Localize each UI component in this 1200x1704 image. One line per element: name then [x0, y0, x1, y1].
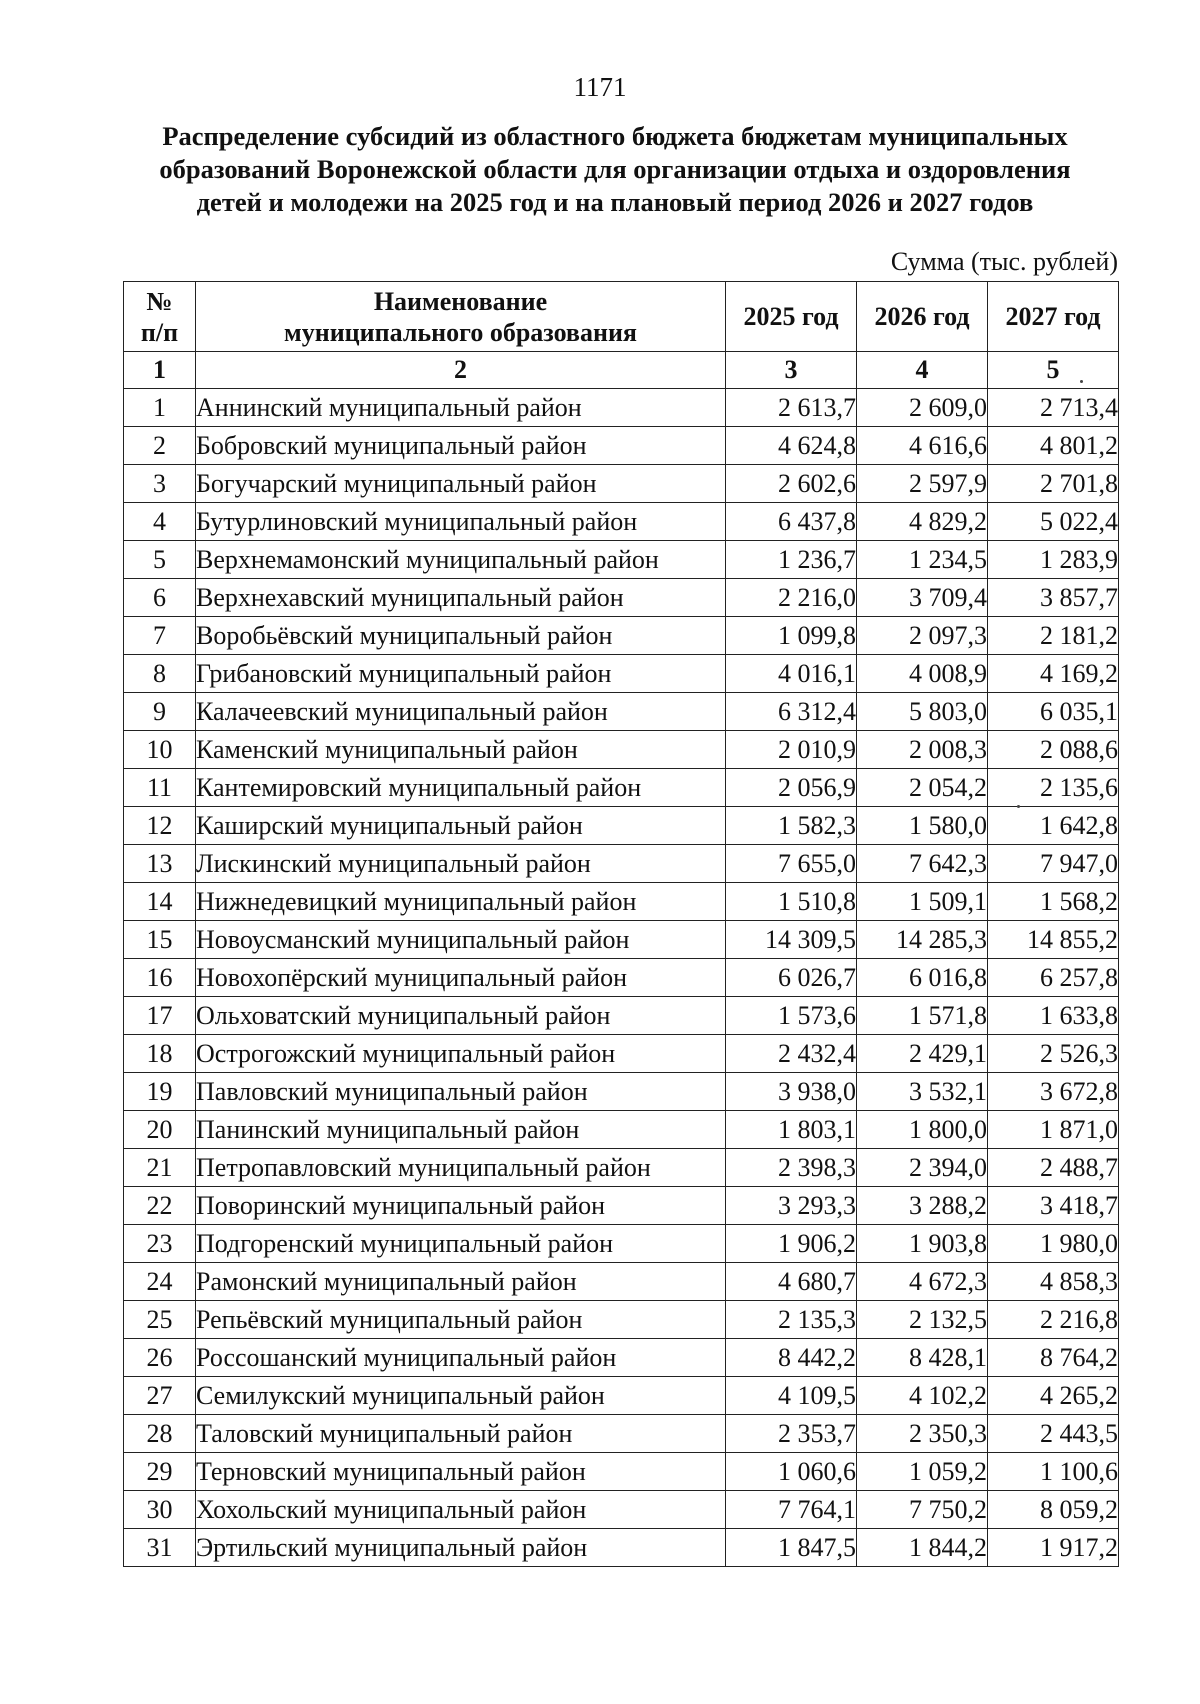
row-number-cell: 13: [124, 845, 196, 883]
amount-2025-cell: 1 906,2: [726, 1225, 857, 1263]
amount-2025-cell: 1 236,7: [726, 541, 857, 579]
municipality-name-cell: Хохольский муниципальный район: [196, 1491, 726, 1529]
header-2027: 2027 год: [988, 282, 1119, 352]
amount-2025-cell: 2 216,0: [726, 579, 857, 617]
scan-speck: [1017, 805, 1020, 808]
row-number-cell: 21: [124, 1149, 196, 1187]
row-number-cell: 28: [124, 1415, 196, 1453]
amount-2025-cell: 3 293,3: [726, 1187, 857, 1225]
municipality-name-cell: Грибановский муниципальный район: [196, 655, 726, 693]
document-title: [120, 120, 1110, 219]
amount-2026-cell: 2 350,3: [857, 1415, 988, 1453]
row-number-cell: 15: [124, 921, 196, 959]
municipality-name-cell: Нижнедевицкий муниципальный район: [196, 883, 726, 921]
amount-2025-cell: 7 655,0: [726, 845, 857, 883]
row-number-cell: 24: [124, 1263, 196, 1301]
header-name: [196, 282, 726, 352]
amount-2027-cell: 8 059,2: [988, 1491, 1119, 1529]
page-number: 1171: [573, 72, 627, 102]
table-row: [124, 959, 1119, 997]
table-row: [124, 845, 1119, 883]
column-index-row: [124, 352, 1119, 389]
row-number-cell: 16: [124, 959, 196, 997]
municipality-name-cell: Каширский муниципальный район: [196, 807, 726, 845]
row-number-cell: 25: [124, 1301, 196, 1339]
table-row: [124, 1073, 1119, 1111]
row-number-cell: 17: [124, 997, 196, 1035]
amount-2026-cell: 4 008,9: [857, 655, 988, 693]
amount-2025-cell: 8 442,2: [726, 1339, 857, 1377]
row-number-cell: 10: [124, 731, 196, 769]
header-2025: 2025 год: [726, 282, 857, 352]
row-number-cell: 22: [124, 1187, 196, 1225]
table-row: [124, 1415, 1119, 1453]
amount-2027-cell: 2 181,2: [988, 617, 1119, 655]
amount-2025-cell: 6 312,4: [726, 693, 857, 731]
amount-2025-cell: 2 602,6: [726, 465, 857, 503]
municipality-name-cell: Каменский муниципальный район: [196, 731, 726, 769]
amount-2026-cell: 4 102,2: [857, 1377, 988, 1415]
amount-2026-cell: 2 132,5: [857, 1301, 988, 1339]
municipality-name-cell: Новохопёрский муниципальный район: [196, 959, 726, 997]
amount-2026-cell: 1 234,5: [857, 541, 988, 579]
municipality-name-cell: Павловский муниципальный район: [196, 1073, 726, 1111]
amount-2027-cell: 1 568,2: [988, 883, 1119, 921]
amount-2027-cell: 2 526,3: [988, 1035, 1119, 1073]
amount-2027-cell: 2 701,8: [988, 465, 1119, 503]
row-number-cell: 2: [124, 427, 196, 465]
table-row: [124, 1225, 1119, 1263]
municipality-name-cell: Калачеевский муниципальный район: [196, 693, 726, 731]
amount-2026-cell: 2 097,3: [857, 617, 988, 655]
table-row: [124, 1263, 1119, 1301]
amount-2026-cell: 1 509,1: [857, 883, 988, 921]
amount-2026-cell: 2 429,1: [857, 1035, 988, 1073]
title-line-3: детей и молодежи на 2025 год и на плановый период 2026 и 2027 годов: [196, 187, 1034, 217]
row-number-cell: 19: [124, 1073, 196, 1111]
column-index: 3: [726, 352, 857, 389]
amount-2025-cell: 2 056,9: [726, 769, 857, 807]
municipality-name-cell: Верхнехавский муниципальный район: [196, 579, 726, 617]
municipality-name-cell: Терновский муниципальный район: [196, 1453, 726, 1491]
municipality-name-cell: Верхнемамонский муниципальный район: [196, 541, 726, 579]
row-number-cell: 1: [124, 389, 196, 427]
amount-2027-cell: 14 855,2: [988, 921, 1119, 959]
amount-2027-cell: 4 858,3: [988, 1263, 1119, 1301]
amount-2027-cell: 8 764,2: [988, 1339, 1119, 1377]
municipality-name-cell: Россошанский муниципальный район: [196, 1339, 726, 1377]
amount-2025-cell: 3 938,0: [726, 1073, 857, 1111]
amount-2027-cell: 3 672,8: [988, 1073, 1119, 1111]
amount-2027-cell: 1 100,6: [988, 1453, 1119, 1491]
subsidy-table: [123, 281, 1119, 1567]
municipality-name-cell: Подгоренский муниципальный район: [196, 1225, 726, 1263]
amount-2027-cell: 4 265,2: [988, 1377, 1119, 1415]
table-row: [124, 465, 1119, 503]
amount-2027-cell: 2 443,5: [988, 1415, 1119, 1453]
amount-2027-cell: 2 216,8: [988, 1301, 1119, 1339]
row-number-cell: 3: [124, 465, 196, 503]
municipality-name-cell: Богучарский муниципальный район: [196, 465, 726, 503]
row-number-cell: 4: [124, 503, 196, 541]
amount-2026-cell: 1 571,8: [857, 997, 988, 1035]
header-row: [124, 282, 1119, 352]
amount-2027-cell: 1 917,2: [988, 1529, 1119, 1567]
table-row: [124, 883, 1119, 921]
amount-2027-cell: 1 633,8: [988, 997, 1119, 1035]
amount-2026-cell: 3 709,4: [857, 579, 988, 617]
municipality-name-cell: Петропавловский муниципальный район: [196, 1149, 726, 1187]
municipality-name-cell: Воробьёвский муниципальный район: [196, 617, 726, 655]
table-row: [124, 1301, 1119, 1339]
amount-2027-cell: 2 135,6: [988, 769, 1119, 807]
table-row: [124, 997, 1119, 1035]
amount-2025-cell: 4 624,8: [726, 427, 857, 465]
header-number-line2: п/п: [140, 317, 179, 347]
amount-2027-cell: 4 801,2: [988, 427, 1119, 465]
municipality-name-cell: Поворинский муниципальный район: [196, 1187, 726, 1225]
scan-speck: [1080, 380, 1083, 383]
amount-2025-cell: 2 010,9: [726, 731, 857, 769]
table-row: [124, 769, 1119, 807]
row-number-cell: 14: [124, 883, 196, 921]
amount-2025-cell: 4 680,7: [726, 1263, 857, 1301]
table-row: [124, 693, 1119, 731]
amount-2025-cell: 1 060,6: [726, 1453, 857, 1491]
row-number-cell: 11: [124, 769, 196, 807]
amount-2025-cell: 7 764,1: [726, 1491, 857, 1529]
municipality-name-cell: Семилукский муниципальный район: [196, 1377, 726, 1415]
amount-2025-cell: 2 398,3: [726, 1149, 857, 1187]
row-number-cell: 20: [124, 1111, 196, 1149]
municipality-name-cell: Бобровский муниципальный район: [196, 427, 726, 465]
amount-2025-cell: 1 582,3: [726, 807, 857, 845]
amount-2026-cell: 5 803,0: [857, 693, 988, 731]
row-number-cell: 7: [124, 617, 196, 655]
amount-2026-cell: 1 059,2: [857, 1453, 988, 1491]
row-number-cell: 8: [124, 655, 196, 693]
table-row: [124, 1377, 1119, 1415]
amount-2026-cell: 1 903,8: [857, 1225, 988, 1263]
amount-2027-cell: 4 169,2: [988, 655, 1119, 693]
amount-2027-cell: 2 713,4: [988, 389, 1119, 427]
table-row: [124, 1339, 1119, 1377]
row-number-cell: 29: [124, 1453, 196, 1491]
table-row: [124, 921, 1119, 959]
amount-2025-cell: 1 803,1: [726, 1111, 857, 1149]
municipality-name-cell: Аннинский муниципальный район: [196, 389, 726, 427]
amount-2027-cell: 1 642,8: [988, 807, 1119, 845]
amount-2027-cell: 1 871,0: [988, 1111, 1119, 1149]
amount-2026-cell: 7 642,3: [857, 845, 988, 883]
amount-2027-cell: 2 488,7: [988, 1149, 1119, 1187]
table-row: [124, 655, 1119, 693]
amount-2026-cell: 14 285,3: [857, 921, 988, 959]
table-row: [124, 389, 1119, 427]
amount-2026-cell: 1 844,2: [857, 1529, 988, 1567]
amount-2027-cell: 3 857,7: [988, 579, 1119, 617]
municipality-name-cell: Ольховатский муниципальный район: [196, 997, 726, 1035]
table-row: [124, 541, 1119, 579]
amount-2025-cell: 6 437,8: [726, 503, 857, 541]
column-index: 4: [857, 352, 988, 389]
table-row: [124, 427, 1119, 465]
table-row: [124, 1187, 1119, 1225]
municipality-name-cell: Панинский муниципальный район: [196, 1111, 726, 1149]
row-number-cell: 30: [124, 1491, 196, 1529]
amount-2025-cell: 2 135,3: [726, 1301, 857, 1339]
units-caption: Сумма (тыс. рублей): [890, 247, 1118, 276]
table-row: [124, 731, 1119, 769]
amount-2026-cell: 3 532,1: [857, 1073, 988, 1111]
table-row: [124, 1491, 1119, 1529]
amount-2025-cell: 1 099,8: [726, 617, 857, 655]
municipality-name-cell: Таловский муниципальный район: [196, 1415, 726, 1453]
title-line-2: образований Воронежской области для организации отдыха и оздоровления: [159, 154, 1071, 184]
amount-2026-cell: 4 829,2: [857, 503, 988, 541]
amount-2027-cell: 2 088,6: [988, 731, 1119, 769]
amount-2025-cell: 14 309,5: [726, 921, 857, 959]
amount-2025-cell: 2 613,7: [726, 389, 857, 427]
amount-2025-cell: 2 353,7: [726, 1415, 857, 1453]
amount-2027-cell: 3 418,7: [988, 1187, 1119, 1225]
row-number-cell: 12: [124, 807, 196, 845]
table-row: [124, 807, 1119, 845]
table-row: [124, 579, 1119, 617]
amount-2026-cell: 1 800,0: [857, 1111, 988, 1149]
amount-2026-cell: 1 580,0: [857, 807, 988, 845]
amount-2025-cell: 2 432,4: [726, 1035, 857, 1073]
column-index: 2: [196, 352, 726, 389]
municipality-name-cell: Рамонский муниципальный район: [196, 1263, 726, 1301]
amount-2025-cell: 1 847,5: [726, 1529, 857, 1567]
amount-2027-cell: 5 022,4: [988, 503, 1119, 541]
amount-2025-cell: 4 109,5: [726, 1377, 857, 1415]
row-number-cell: 23: [124, 1225, 196, 1263]
row-number-cell: 18: [124, 1035, 196, 1073]
header-2026: 2026 год: [857, 282, 988, 352]
amount-2027-cell: 6 035,1: [988, 693, 1119, 731]
municipality-name-cell: Бутурлиновский муниципальный район: [196, 503, 726, 541]
title-line-1: Распределение субсидий из областного бюджета бюджетам муниципальных: [162, 121, 1068, 151]
row-number-cell: 6: [124, 579, 196, 617]
table-row: [124, 1149, 1119, 1187]
amount-2026-cell: 2 008,3: [857, 731, 988, 769]
municipality-name-cell: Новоусманский муниципальный район: [196, 921, 726, 959]
row-number-cell: 5: [124, 541, 196, 579]
table-row: [124, 1111, 1119, 1149]
amount-2025-cell: 6 026,7: [726, 959, 857, 997]
amount-2026-cell: 2 054,2: [857, 769, 988, 807]
column-index: 5: [988, 352, 1119, 389]
amount-2026-cell: 8 428,1: [857, 1339, 988, 1377]
amount-2027-cell: 1 980,0: [988, 1225, 1119, 1263]
municipality-name-cell: Острогожский муниципальный район: [196, 1035, 726, 1073]
municipality-name-cell: Эртильский муниципальный район: [196, 1529, 726, 1567]
amount-2026-cell: 6 016,8: [857, 959, 988, 997]
table-row: [124, 1035, 1119, 1073]
table-row: [124, 1453, 1119, 1491]
row-number-cell: 9: [124, 693, 196, 731]
table-row: [124, 503, 1119, 541]
row-number-cell: 27: [124, 1377, 196, 1415]
amount-2026-cell: 2 609,0: [857, 389, 988, 427]
row-number-cell: 26: [124, 1339, 196, 1377]
municipality-name-cell: Репьёвский муниципальный район: [196, 1301, 726, 1339]
amount-2025-cell: 1 573,6: [726, 997, 857, 1035]
column-index: 1: [124, 352, 196, 389]
amount-2026-cell: 4 672,3: [857, 1263, 988, 1301]
amount-2026-cell: 4 616,6: [857, 427, 988, 465]
amount-2026-cell: 3 288,2: [857, 1187, 988, 1225]
header-name-line2: муниципального образования: [284, 317, 637, 347]
header-number: [124, 282, 196, 352]
municipality-name-cell: Лискинский муниципальный район: [196, 845, 726, 883]
row-number-cell: 31: [124, 1529, 196, 1567]
amount-2027-cell: 6 257,8: [988, 959, 1119, 997]
amount-2027-cell: 7 947,0: [988, 845, 1119, 883]
amount-2025-cell: 1 510,8: [726, 883, 857, 921]
header-name-line1: Наименование: [373, 286, 548, 316]
amount-2026-cell: 2 394,0: [857, 1149, 988, 1187]
amount-2026-cell: 2 597,9: [857, 465, 988, 503]
table-row: [124, 617, 1119, 655]
amount-2025-cell: 4 016,1: [726, 655, 857, 693]
table-body: [124, 389, 1119, 1567]
amount-2026-cell: 7 750,2: [857, 1491, 988, 1529]
table-row: [124, 1529, 1119, 1567]
header-number-line1: №: [146, 286, 173, 316]
municipality-name-cell: Кантемировский муниципальный район: [196, 769, 726, 807]
amount-2027-cell: 1 283,9: [988, 541, 1119, 579]
